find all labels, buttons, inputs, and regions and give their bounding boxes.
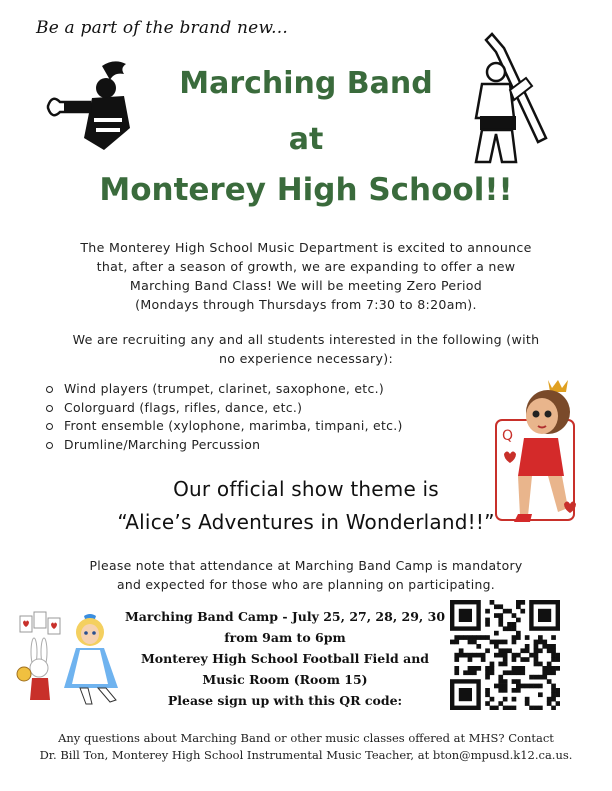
list-item: [46, 399, 403, 418]
title-line-3: Monterey High School!!: [99, 172, 513, 208]
intro-line: Marching Band Class! We will be meeting Zero Period: [129, 278, 483, 293]
list-item-label: Colorguard (flags, rifles, dance, etc.): [64, 399, 303, 415]
list-item: [46, 436, 403, 455]
recruit-line: no experience necessary):: [218, 351, 394, 366]
list-item: [46, 380, 403, 399]
title-line-2: at: [288, 122, 324, 157]
intro-line: (Mondays through Thursdays from 7:30 to 8:20am).: [135, 297, 477, 312]
theme-title: “Alice’s Adventures in Wonderland!!”: [117, 510, 495, 534]
bullet-icon: [46, 442, 53, 449]
intro-paragraph: [20, 238, 592, 314]
camp-line: Monterey High School Football Field and: [140, 651, 430, 666]
note-line: Please note that attendance at Marching Band Camp is mandatory: [89, 558, 523, 573]
bullet-icon: [46, 423, 53, 430]
bullet-icon: [46, 386, 53, 393]
title-line-1: Marching Band: [179, 66, 433, 101]
camp-line: from 9am to 6pm: [224, 630, 346, 645]
bullet-icon: [46, 405, 53, 412]
svg-text:Q: Q: [502, 428, 514, 444]
camp-line: Please sign up with this QR code:: [167, 693, 403, 708]
tagline: Be a part of the brand new...: [36, 18, 288, 38]
contact-line: Any questions about Marching Band or other music classes offered at MHS? Contact: [58, 731, 554, 745]
list-item-label: Wind players (trumpet, clarinet, saxophone, etc.): [64, 381, 384, 396]
recruit-paragraph: [20, 330, 592, 368]
theme-heading: Our official show theme is: [173, 477, 439, 501]
recruit-line: We are recruiting any and all students interested in the following (with: [72, 332, 540, 347]
alice-white-rabbit-icon: [14, 608, 132, 708]
list-item-label: Drumline/Marching Percussion: [64, 436, 261, 452]
intro-line: that, after a season of growth, we are expanding to offer a new: [96, 259, 516, 274]
list-item-label: Front ensemble (xylophone, marimba, timpani, etc.): [64, 418, 403, 433]
interests-list: [46, 380, 403, 454]
qr-code-icon[interactable]: [450, 600, 560, 710]
queen-of-hearts-icon: [488, 376, 592, 526]
note-line: and expected for those who are planning on participating.: [116, 577, 496, 592]
contact-line: Dr. Bill Ton, Monterey High School Instrumental Music Teacher, at bton@mpusd.k12.ca.us.: [39, 748, 573, 762]
contact-footer: [10, 730, 602, 764]
camp-details: [120, 606, 450, 711]
camp-line: Marching Band Camp - July 25, 27, 28, 29, 30: [124, 609, 446, 624]
attendance-note: [20, 556, 592, 594]
list-item: [46, 417, 403, 436]
intro-line: The Monterey High School Music Department is excited to announce: [80, 240, 532, 255]
camp-line: Music Room (Room 15): [202, 672, 368, 687]
